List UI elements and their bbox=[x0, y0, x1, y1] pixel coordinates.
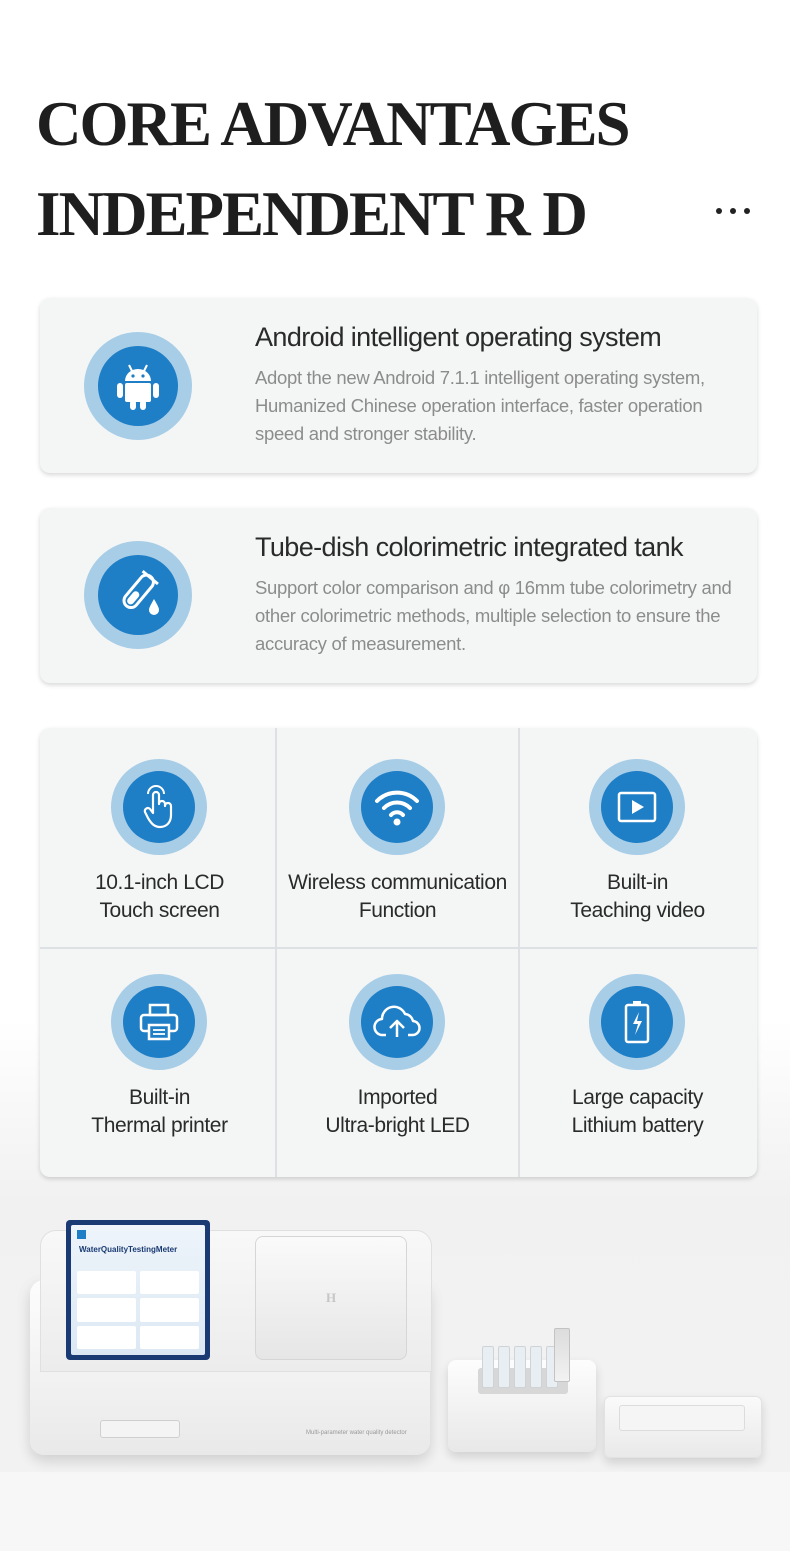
lid-logo: H bbox=[325, 1290, 337, 1305]
android-icon-badge bbox=[84, 332, 192, 440]
screen-logo-icon bbox=[77, 1230, 86, 1239]
feature-title: Android intelligent operating system bbox=[255, 322, 662, 352]
grid-label-line1: 10.1-inch LCD bbox=[94, 871, 225, 894]
grid-item-touch-screen bbox=[40, 728, 279, 948]
grid-item-battery bbox=[518, 949, 757, 1169]
grid-item-wireless bbox=[278, 728, 517, 948]
feature-description: Support color comparison and φ 16mm tube colorimetry and other colorimetric methods, multiple selection to ensure the accuracy of measurement. bbox=[255, 577, 732, 654]
device-label: Multi-parameter water quality detector bbox=[306, 1430, 407, 1436]
grid-label-line1: Large capacity bbox=[572, 1086, 703, 1109]
feature-card-colorimetric bbox=[40, 508, 757, 683]
feature-grid bbox=[40, 728, 757, 1177]
screen-title: WaterQualityTestingMeter bbox=[79, 1245, 178, 1254]
grid-item-led bbox=[278, 949, 517, 1169]
test-tube-icon-badge bbox=[84, 541, 192, 649]
touch-icon bbox=[139, 785, 179, 829]
printer-icon bbox=[139, 1003, 179, 1041]
feature-title: Tube-dish colorimetric integrated tank bbox=[255, 532, 683, 562]
test-tube-icon bbox=[112, 569, 164, 621]
instrument-lid bbox=[255, 1236, 407, 1360]
grid-label-line2: Thermal printer bbox=[91, 1114, 228, 1137]
wifi-icon bbox=[374, 787, 420, 827]
grid-label-line1: Imported bbox=[357, 1086, 438, 1109]
grid-label-line2: Function bbox=[358, 899, 437, 922]
grid-label-line1: Built-in bbox=[129, 1086, 190, 1109]
test-tube bbox=[554, 1328, 570, 1382]
product-image bbox=[0, 1180, 790, 1551]
grid-label-line2: Lithium battery bbox=[571, 1114, 704, 1137]
heading-line-1: CORE ADVANTAGES bbox=[36, 89, 629, 159]
grid-label-line2: Teaching video bbox=[570, 899, 705, 922]
android-icon bbox=[115, 361, 161, 411]
tube-rack bbox=[448, 1360, 596, 1452]
feature-description: Adopt the new Android 7.1.1 intelligent operating system, Humanized Chinese operation interface, faster operation speed and stronger stability. bbox=[255, 367, 705, 444]
grid-item-video bbox=[518, 728, 757, 948]
grid-item-printer bbox=[40, 949, 279, 1169]
feature-card-android bbox=[40, 298, 757, 473]
cloud-upload-icon bbox=[373, 1005, 421, 1039]
instrument-slot bbox=[100, 1420, 180, 1438]
grid-label-line2: Ultra-bright LED bbox=[325, 1114, 470, 1137]
grid-label-line2: Touch screen bbox=[99, 899, 220, 922]
grid-label-line1: Wireless communication bbox=[288, 871, 507, 894]
reagent-box bbox=[604, 1396, 762, 1458]
battery-icon bbox=[624, 1000, 650, 1044]
video-icon bbox=[617, 791, 657, 823]
grid-label-line1: Built-in bbox=[607, 871, 668, 894]
heading-line-2: INDEPENDENT R D bbox=[36, 179, 586, 249]
more-dots-icon bbox=[716, 208, 750, 214]
instrument-screen bbox=[66, 1220, 210, 1360]
